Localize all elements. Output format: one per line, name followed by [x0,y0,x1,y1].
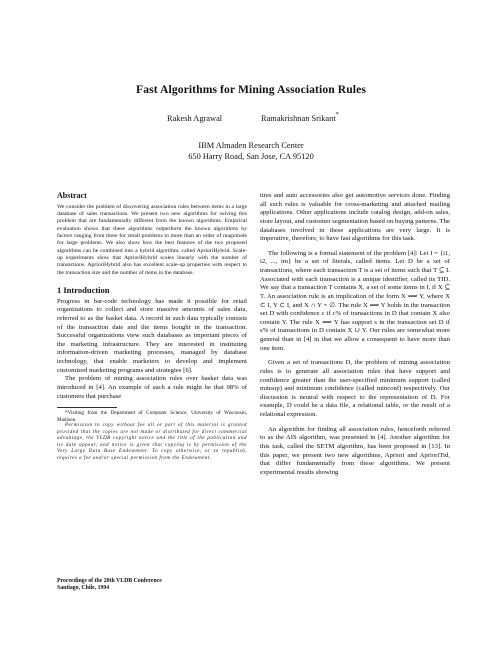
abstract-heading: Abstract [57,191,87,200]
algorithms-paragraph: An algorithm for finding all association rules, henceforth referred to as the AIS algorithm, was presented in [4]. Another algorithm for this task, called the SETM algorithm, has been proposed in [13]. In this paper, we present two new algorithms, Apriori and AprioriTid, that differ fundamentally from these algorithms. We present experimental results showing [260,425,450,476]
affiliation-address: 650 Harry Road, San Jose, CA 95120 [188,151,314,161]
intro-paragraph-1: Progress in bar-code technology has made it possible for retail organizations to collect and store massive amounts of sales data, referred to as the basket data. A record in such data typically consists of the transaction date and the items bought in the transaction. Successful organizations view such databases as important pieces of the marketing infrastructure. They are interested in instituting information-driven marketing processes, managed by database technology, that enable marketers to develop and implement customized marketing programs and strategies [6]. [57,297,247,374]
author-srikant-name: Ramakrishnan Srikant [261,114,336,123]
proceedings-location: Santiago, Chile, 1994 [57,585,110,592]
section-heading-introduction: 1 Introduction [57,285,110,296]
footnote-rule [57,407,117,408]
proceedings-conference: Proceedings of the 20th VLDB Conference [57,578,162,584]
intro-paragraph-2: The problem of mining association rules over basket data was introduced in [4]. An example of such a rule might be that 98% of customers that purchase [57,375,247,400]
affiliation-institution: IBM Almaden Research Center [198,141,304,150]
right-paragraph-1: tires and auto accessories also get automotive services done. Finding all such rules is valuable for cross-marketing and attached mailing applications. Other applications include catalog design, add-on sales, store layout, and customer segmentation based on buying patterns. The databases involved in these applications are very large. It is imperative, therefore, to have fast algorithms for this task. [260,192,450,243]
footnote-visiting: *Visiting from the Department of Computer Science, University of Wisconsin, Madison. [57,410,247,423]
abstract-text: We consider the problem of discovering association rules between items in a large database of sales transactions. We present two new algorithms for solving this problem that are fundamentally different from the known algorithms. Empirical evaluation shows that these algorithms outperform the known algorithms by factors ranging from three for small problems to more than an order of magnitude for large problems. We also show how the best features of the two proposed algorithms can be combined into a hybrid algorithm, called AprioriHybrid. Scale-up experiments show that AprioriHybrid scales linearly with the number of transactions. AprioriHybrid also has excellent scale-up properties with respect to the transaction size and the number of items in the database. [57,203,247,276]
author-footnote-mark: * [335,112,339,118]
author-srikant [261,114,339,123]
copyright-notice: Permission to copy without fee all or part of this material is granted provided that the copies are not made or distributed for direct commercial advantage, the VLDB copyright notice and the title of the publication and its date appear, and notice is given that copying is by permission of the Very Large Data Base Endowment. To copy otherwise, or to republish, requires a fee and/or special permission from the Endowment. [57,423,247,462]
problem-statement-paragraph: The following is a formal statement of the problem [4]: Let I = {i1, i2, ..., im} be a set of literals, called items. Let D be a set of transactions, where each transaction T is a set of items such that T ⊆ I. Associated with each transaction is a unique identifier, called its TID. We say that a transaction T contains X, a set of some items in I, if X ⊆ T. An association rule is an implication of the form X ⟹ Y, where X ⊂ I, Y ⊂ I, and X ∩ Y = ∅. The rule X ⟹ Y holds in the transaction set D with confidence c if c% of transactions in D that contain X also contain Y. The rule X ⟹ Y has support s in the transaction set D if s% of transactions in D contain X ∪ Y. Our rules are somewhat more general than in [4] in that we allow a consequent to have more than one item. [260,249,450,352]
mining-problem-paragraph: Given a set of transactions D, the problem of mining association rules is to generate all association rules that have support and confidence greater than the user-specified minimum support (called minsup) and minimum confidence (called minconf) respectively. Our discussion is neutral with respect to the representation of D. For example, D could be a data file, a relational table, or the result of a relational expression. [260,359,450,418]
right-column [260,192,450,477]
affiliation [0,141,502,162]
proceedings-info [57,578,247,592]
left-column [57,192,247,463]
author-agrawal: Rakesh Agrawal [167,114,223,123]
paper-title: Fast Algorithms for Mining Association Rules [136,83,366,96]
